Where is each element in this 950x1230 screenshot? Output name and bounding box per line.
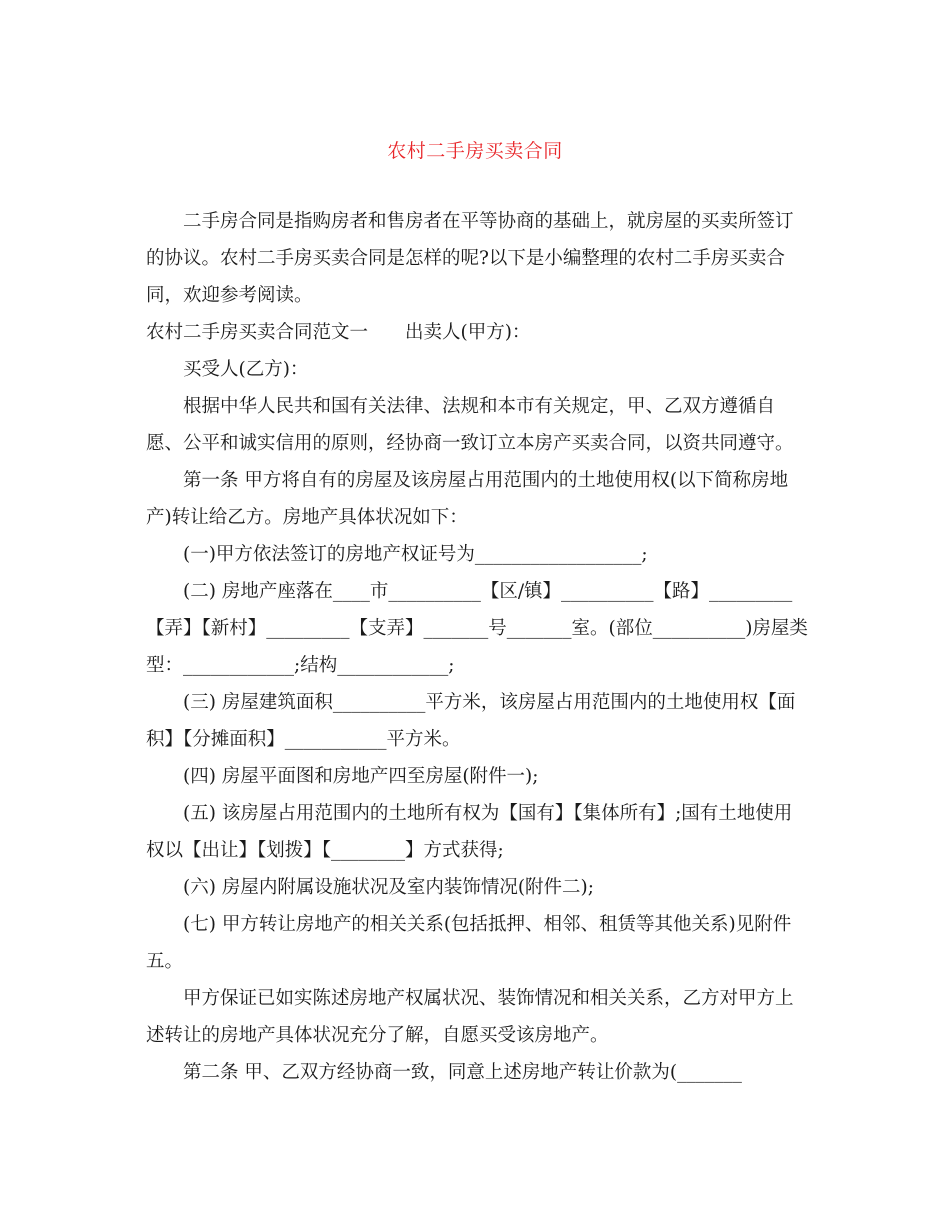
paragraph-item-7: (七) 甲方转让房地产的相关关系(包括抵押、相邻、租赁等其他关系)见附件五。	[146, 914, 792, 972]
paragraph-item-6: (六) 房屋内附属设施状况及室内装饰情况(附件二);	[183, 877, 594, 898]
paragraph-item-3: (三) 房屋建筑面积__________平方米，该房屋占用范围内的土地使用权【面积】【分摊面积】___________平方米。	[146, 692, 796, 750]
paragraph-article-1: 第一条 甲方将自有的房屋及该房屋占用范围内的土地使用权(以下简称房地产)转让给乙方。房地产具体状况如下：	[146, 470, 789, 528]
paragraph-buyer: 买受人(乙方)：	[183, 359, 309, 380]
paragraph-intro: 二手房合同是指购房者和售房者在平等协商的基础上，就房屋的买卖所签订的协议。农村二手房买卖合同是怎样的呢?以下是小编整理的农村二手房买卖合同，欢迎参考阅读。	[146, 211, 794, 306]
document-title: 农村二手房买卖合同	[387, 140, 563, 162]
paragraph-article-2: 第二条 甲、乙双方经协商一致，同意上述房地产转让价款为(_______	[183, 1062, 742, 1083]
paragraph-item-4: (四) 房屋平面图和房地产四至房屋(附件一);	[183, 766, 539, 787]
paragraph-seller: 农村二手房买卖合同范文一 出卖人(甲方)：	[146, 322, 531, 343]
paragraph-guarantee: 甲方保证已如实陈述房地产权属状况、装饰情况和相关关系，乙方对甲方上述转让的房地产具体状况充分了解，自愿买受该房地产。	[146, 988, 794, 1046]
document-body	[146, 203, 810, 1091]
paragraph-item-2: (二) 房地产座落在____市__________【区/镇】__________【路】_________【弄】【新村】_________【支弄】_______号_______室。(部位__________)房屋类型：____________;结构____________;	[146, 581, 808, 676]
paragraph-preamble: 根据中华人民共和国有关法律、法规和本市有关规定，甲、乙双方遵循自愿、公平和诚实信用的原则，经协商一致订立本房产买卖合同，以资共同遵守。	[146, 396, 794, 454]
paragraph-item-5: (五) 该房屋占用范围内的土地所有权为【国有】【集体所有】;国有土地使用权以【出让】【划拨】【________】方式获得;	[146, 803, 793, 861]
paragraph-item-1: (一)甲方依法签订的房地产权证号为__________________;	[183, 544, 648, 565]
